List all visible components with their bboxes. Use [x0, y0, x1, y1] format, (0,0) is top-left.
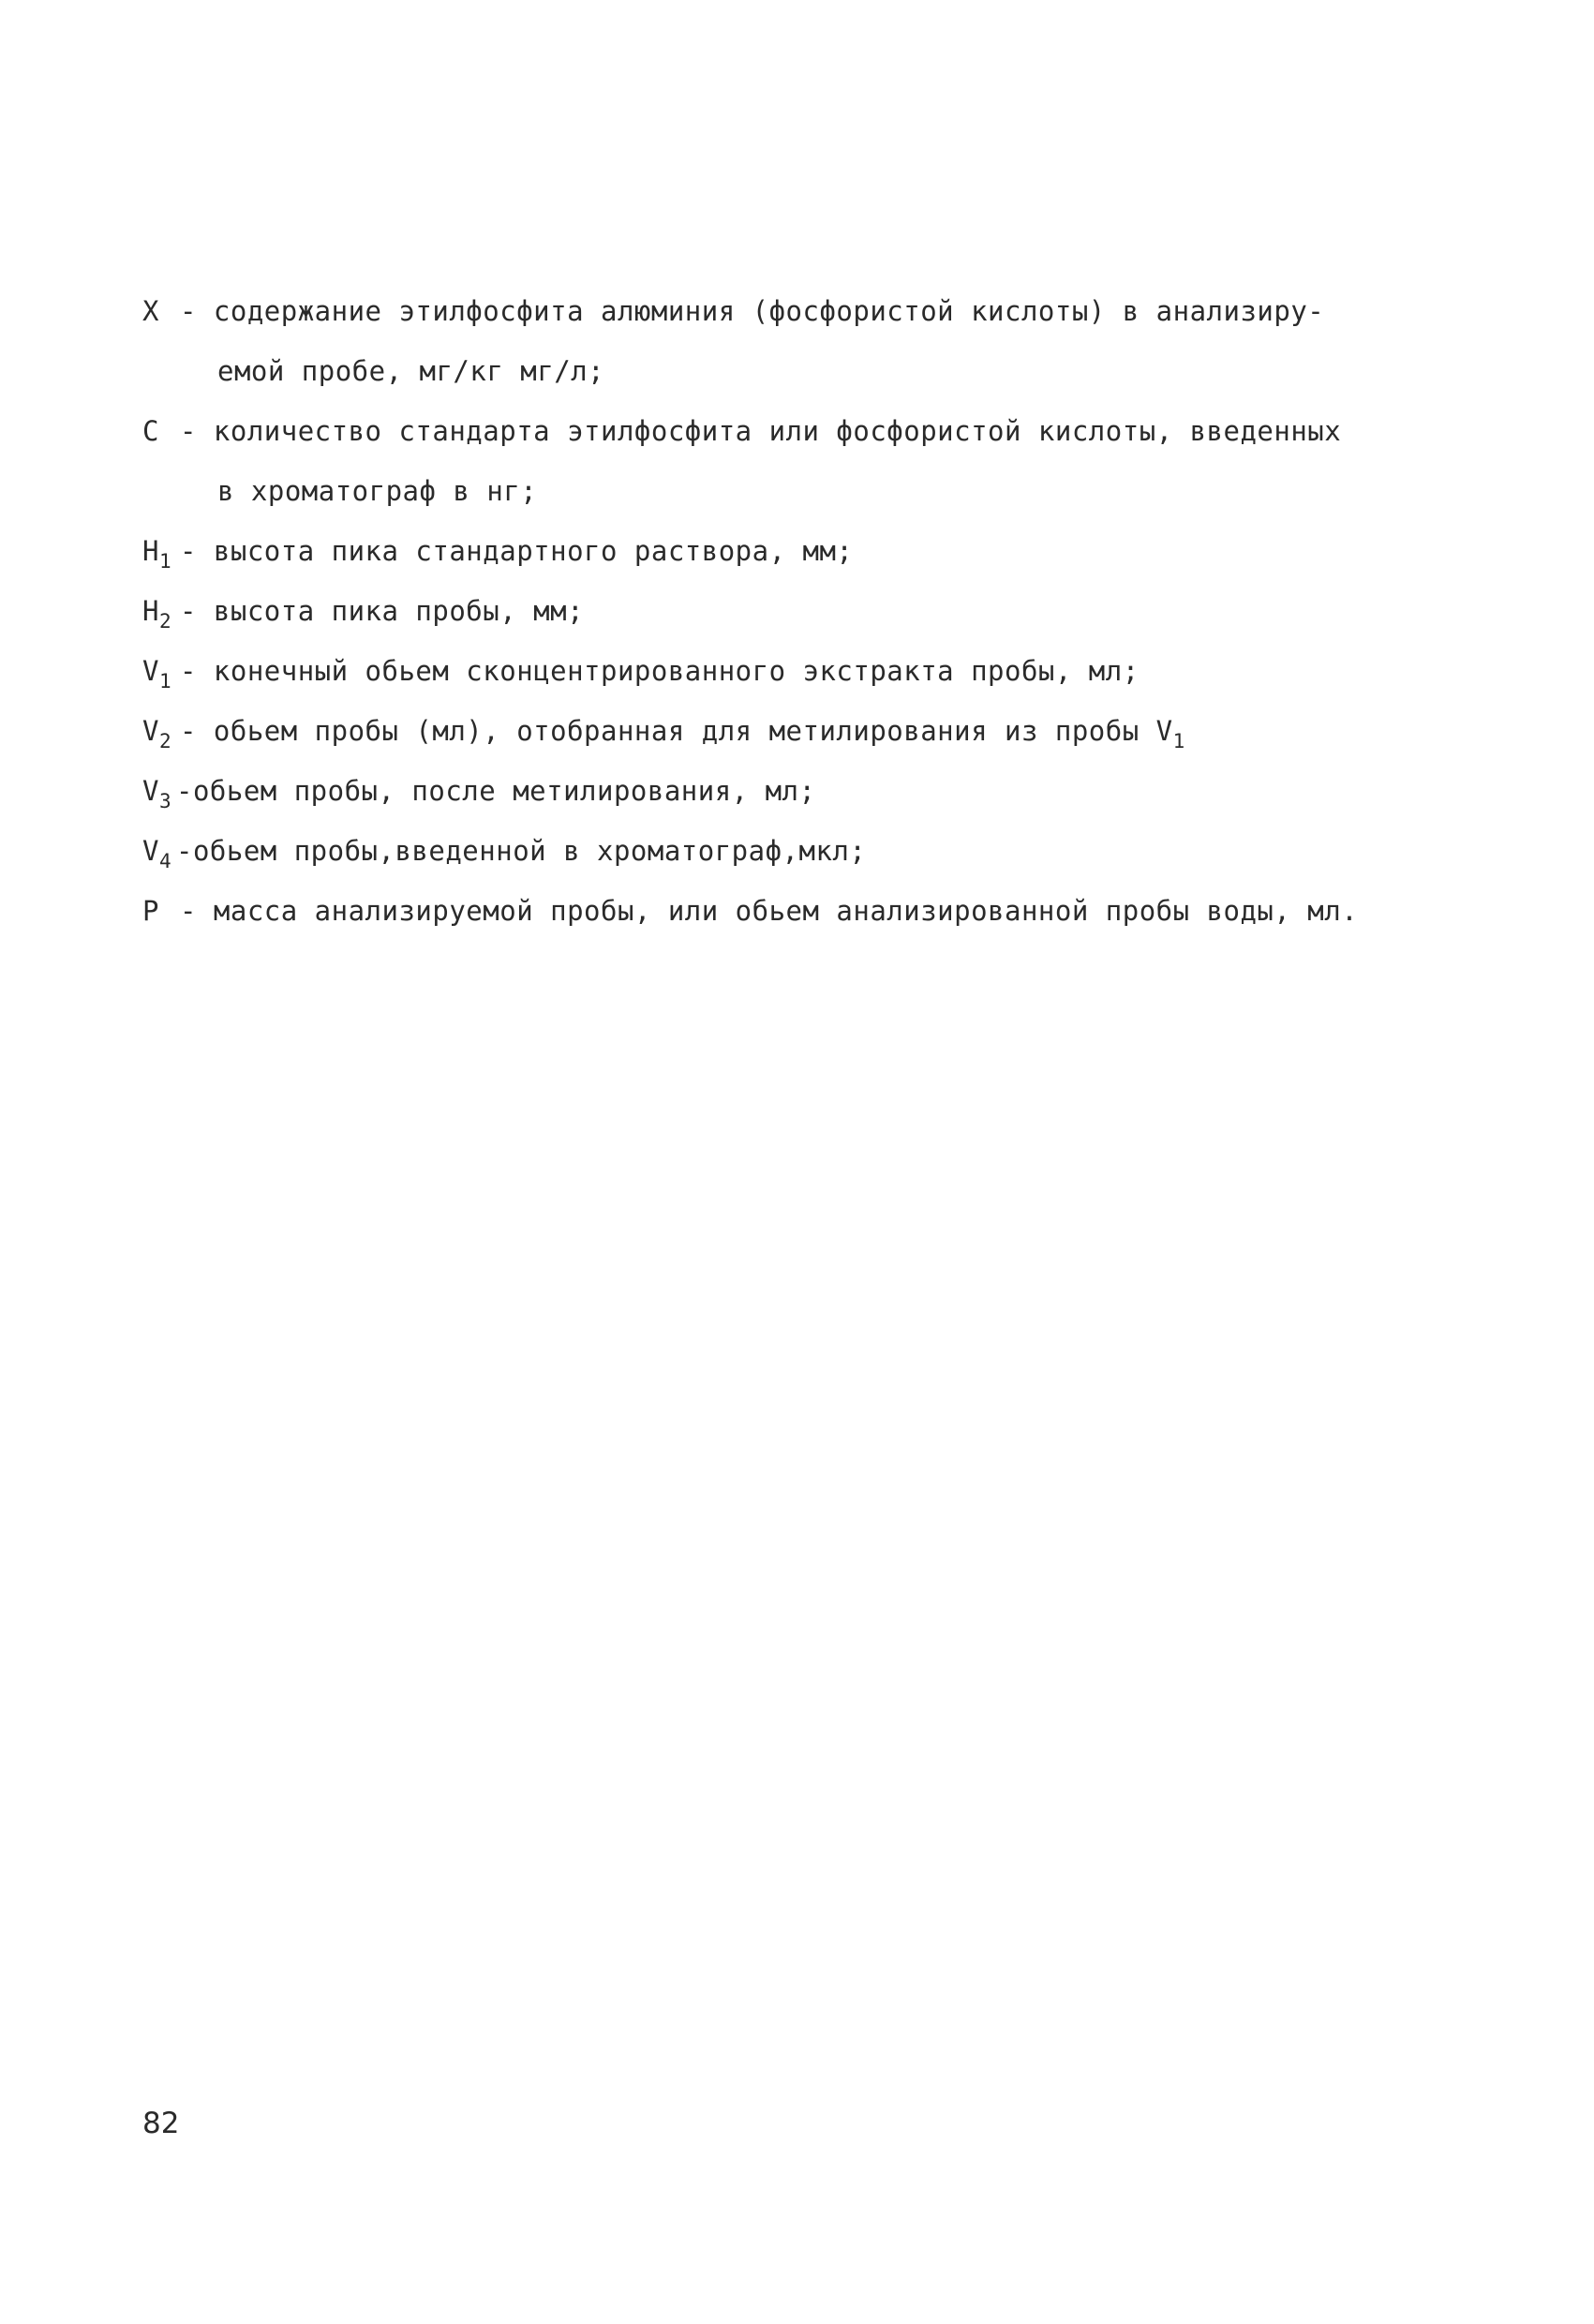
definition-v1-text: - конечный обьем сконцентрированного экстракта пробы, мл;: [180, 655, 1140, 687]
definition-v4-text: -обьем пробы,введенной в хроматограф,мкл;: [176, 835, 867, 867]
definition-v2: [142, 701, 1492, 761]
definition-v1: [142, 641, 1492, 701]
symbol-h1: $H_1$: [142, 535, 172, 573]
definition-c-text-cont: в хроматограф в нг;: [217, 475, 538, 507]
definition-c-continuation: [142, 461, 1492, 521]
symbol-p: P: [142, 895, 159, 927]
symbol-v4: $V_4$: [142, 835, 172, 872]
definition-v2-text: - обьем пробы (мл), отобранная для метилирования из пробы $V_1$: [180, 715, 1185, 752]
definition-p-text: - масса анализируемой пробы, или обьем анализированной пробы воды, мл.: [180, 895, 1359, 927]
definition-h1-text: - высота пика стандартного раствора, мм;: [180, 535, 854, 567]
symbol-h2: $H_2$: [142, 595, 172, 633]
definition-c: [142, 401, 1492, 461]
symbol-v2: $V_2$: [142, 715, 172, 752]
symbol-v1: $V_1$: [142, 655, 172, 693]
variable-definitions: [142, 281, 1492, 941]
page-number: 82: [142, 2107, 180, 2140]
definition-v3-text: -обьем пробы, после метилирования, мл;: [176, 775, 816, 807]
definition-h2-text: - высота пика пробы, мм;: [180, 595, 585, 627]
definition-v4: [142, 821, 1492, 881]
symbol-v3: $V_3$: [142, 775, 172, 812]
definition-c-text: - количество стандарта этилфосфита или фосфористой кислоты, введенных: [180, 415, 1342, 447]
definition-x-text-cont: емой пробе, мг/кг мг/л;: [217, 355, 605, 387]
definition-v3: [142, 761, 1492, 821]
definition-x: [142, 281, 1492, 341]
definition-x-text: - содержание этилфосфита алюминия (фосфористой кислоты) в анализиру-: [180, 295, 1325, 327]
definition-h2: [142, 581, 1492, 641]
definition-p: [142, 881, 1492, 941]
definition-h1: [142, 521, 1492, 581]
definition-x-continuation: [142, 341, 1492, 401]
symbol-x: X: [142, 295, 159, 327]
symbol-c: C: [142, 415, 159, 447]
